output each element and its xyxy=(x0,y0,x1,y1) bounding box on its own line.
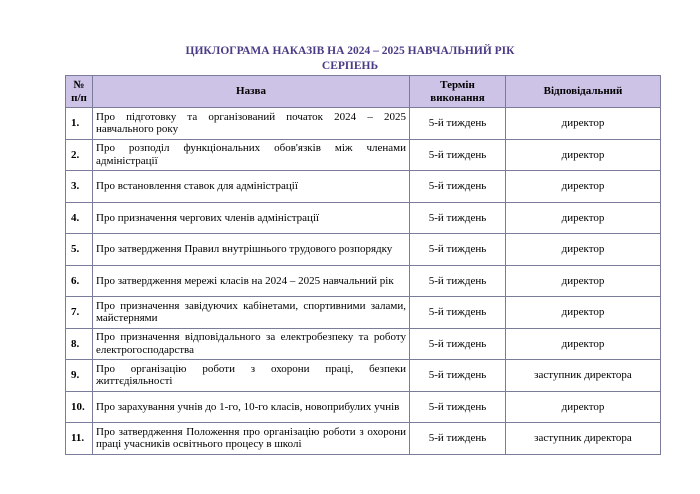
table-row xyxy=(66,202,661,234)
order-term: 5-й тиждень xyxy=(410,423,506,455)
order-responsible: директор xyxy=(506,391,661,423)
row-number: 7. xyxy=(66,297,93,329)
order-responsible: директор xyxy=(506,139,661,171)
order-name: Про затвердження Положення про організацію роботи з охорони праці учасників освітнього процесу в школі xyxy=(93,423,410,455)
order-name: Про призначення завідуючих кабінетами, спортивними залами, майстернями xyxy=(93,297,410,329)
order-term: 5-й тиждень xyxy=(410,265,506,297)
order-responsible: директор xyxy=(506,171,661,203)
order-name: Про призначення відповідального за електробезпеку та роботу електрогосподарства xyxy=(93,328,410,360)
order-term: 5-й тиждень xyxy=(410,108,506,140)
table-row xyxy=(66,234,661,266)
order-term: 5-й тиждень xyxy=(410,391,506,423)
order-term: 5-й тиждень xyxy=(410,234,506,266)
order-term: 5-й тиждень xyxy=(410,171,506,203)
table-row xyxy=(66,171,661,203)
order-term: 5-й тиждень xyxy=(410,202,506,234)
order-responsible: директор xyxy=(506,265,661,297)
order-term: 5-й тиждень xyxy=(410,297,506,329)
month-heading: СЕРПЕНЬ xyxy=(321,60,379,72)
table-row xyxy=(66,265,661,297)
row-number: 10. xyxy=(66,391,93,423)
row-number: 4. xyxy=(66,202,93,234)
order-name: Про встановлення ставок для адміністрації xyxy=(93,171,410,203)
order-responsible: заступник директора xyxy=(506,423,661,455)
table-row xyxy=(66,328,661,360)
order-name: Про затвердження мережі класів на 2024 – 2025 навчальний рік xyxy=(93,265,410,297)
table-row xyxy=(66,297,661,329)
column-header-responsible: Відповідальний xyxy=(506,76,661,108)
order-responsible: директор xyxy=(506,108,661,140)
row-number: 3. xyxy=(66,171,93,203)
table-row xyxy=(66,423,661,455)
table-row xyxy=(66,139,661,171)
order-term: 5-й тиждень xyxy=(410,328,506,360)
table-row xyxy=(66,391,661,423)
table-row xyxy=(66,108,661,140)
row-number: 5. xyxy=(66,234,93,266)
table-row xyxy=(66,360,661,392)
order-responsible: заступник директора xyxy=(506,360,661,392)
row-number: 11. xyxy=(66,423,93,455)
table-header-row xyxy=(66,76,661,108)
order-term: 5-й тиждень xyxy=(410,360,506,392)
row-number: 9. xyxy=(66,360,93,392)
column-header-number: № п/п xyxy=(66,76,93,108)
row-number: 2. xyxy=(66,139,93,171)
document-title: ЦИКЛОГРАМА НАКАЗІВ НА 2024 – 2025 НАВЧАЛЬНИЙ РІК xyxy=(185,45,515,57)
order-name: Про розподіл функціональних обов'язків між членами адміністрації xyxy=(93,139,410,171)
row-number: 1. xyxy=(66,108,93,140)
order-responsible: директор xyxy=(506,297,661,329)
order-name: Про підготовку та організований початок 2024 – 2025 навчального року xyxy=(93,108,410,140)
column-header-name: Назва xyxy=(93,76,410,108)
order-name: Про організацію роботи з охорони праці, безпеки життєдіяльності xyxy=(93,360,410,392)
order-name: Про затвердження Правил внутрішнього трудового розпорядку xyxy=(93,234,410,266)
order-responsible: директор xyxy=(506,328,661,360)
order-term: 5-й тиждень xyxy=(410,139,506,171)
row-number: 8. xyxy=(66,328,93,360)
column-header-term: Термін виконання xyxy=(410,76,506,108)
row-number: 6. xyxy=(66,265,93,297)
order-name: Про зарахування учнів до 1-го, 10-го класів, новоприбулих учнів xyxy=(93,391,410,423)
orders-table xyxy=(65,75,661,455)
order-responsible: директор xyxy=(506,202,661,234)
order-responsible: директор xyxy=(506,234,661,266)
order-name: Про призначення чергових членів адміністрації xyxy=(93,202,410,234)
